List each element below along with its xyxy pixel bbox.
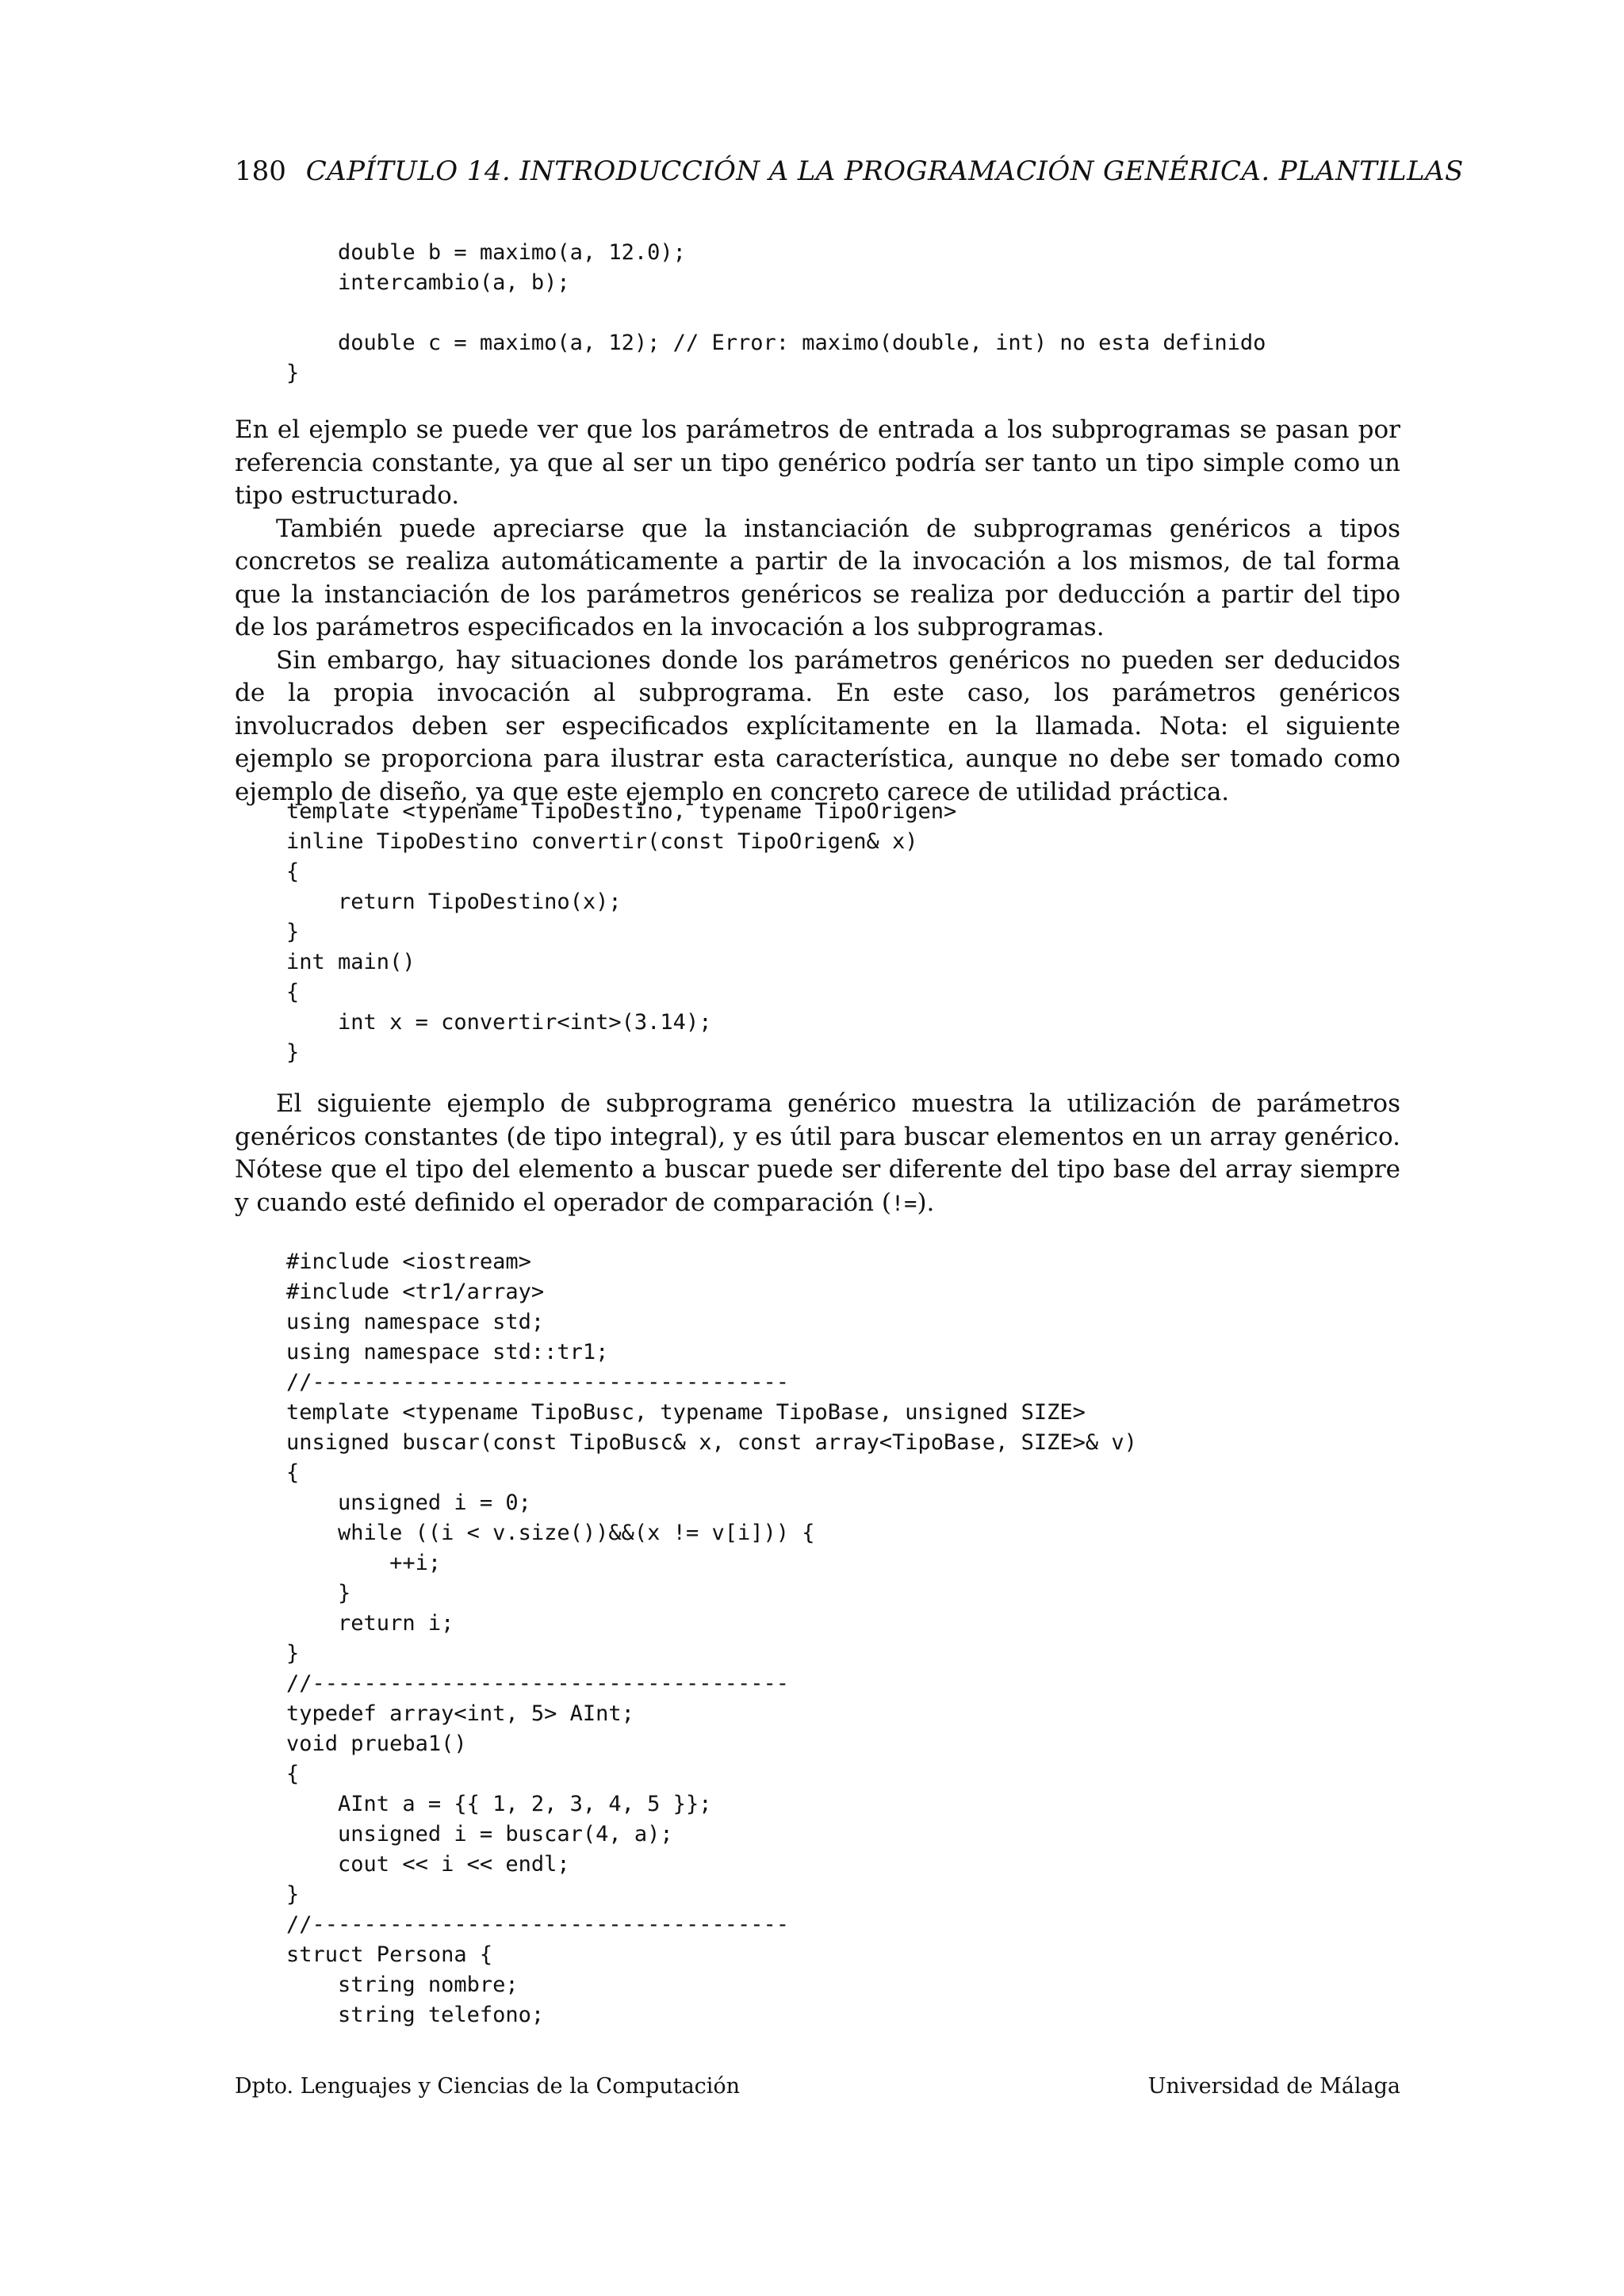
code-line: int x = convertir<int>(3.14);: [235, 1010, 712, 1035]
code-line: unsigned i = 0;: [235, 1490, 531, 1515]
code-line: intercambio(a, b);: [235, 270, 570, 295]
code-line: string telefono;: [235, 2003, 545, 2027]
code-line: void prueba1(): [235, 1732, 467, 1756]
code-line: ++i;: [235, 1551, 442, 1575]
page-footer: [235, 2074, 1400, 2099]
body-text-1: [235, 414, 1400, 809]
code-line: {: [235, 980, 300, 1004]
inline-code-operator: !=: [891, 1191, 917, 1216]
code-line: #include <tr1/array>: [235, 1280, 545, 1304]
code-line: struct Persona {: [235, 1942, 493, 1967]
code-line: //-------------------------------------: [235, 1370, 789, 1395]
code-line: while ((i < v.size())&&(x != v[i])) {: [235, 1521, 815, 1545]
code-line: return TipoDestino(x);: [235, 890, 622, 914]
code-line: //-------------------------------------: [235, 1912, 789, 1937]
footer-department: Dpto. Lenguajes y Ciencias de la Computación: [235, 2074, 741, 2099]
code-line: unsigned buscar(const TipoBusc& x, const array<TipoBase, SIZE>& v): [235, 1430, 1137, 1455]
code-line: using namespace std::tr1;: [235, 1340, 609, 1364]
code-line: }: [235, 920, 300, 944]
paragraph: [235, 1088, 1400, 1220]
code-block-maximo: [235, 238, 1266, 388]
code-line: template <typename TipoDestino, typename TipoOrigen>: [235, 799, 957, 824]
code-line: template <typename TipoBusc, typename TipoBase, unsigned SIZE>: [235, 1400, 1086, 1425]
paragraph-text: El siguiente ejemplo de subprograma genérico muestra la utilización de parámetros genéricos constantes (de tipo integral), y es útil para buscar elementos en un array genérico. Nótese que el tipo del elemento a buscar puede ser diferente del tipo base del array siempre y cuando esté definido el operador de comparación (: [235, 1089, 1400, 1217]
code-line: unsigned i = buscar(4, a);: [235, 1822, 673, 1846]
paragraph: Sin embargo, hay situaciones donde los parámetros genéricos no pueden ser deducidos de la propia invocación al subprograma. En este caso, los parámetros genéricos involucrados deben ser especificados explícitamente en la llamada. Nota: el siguiente ejemplo se proporciona para ilustrar esta característica, aunque no debe ser tomado como ejemplo de diseño, ya que este ejemplo en concreto carece de utilidad práctica.: [235, 645, 1400, 806]
code-line: [235, 298, 1266, 328]
code-block-buscar: [235, 1247, 1137, 2030]
code-line: cout << i << endl;: [235, 1852, 570, 1877]
code-line: {: [235, 1762, 300, 1786]
paragraph-end: ).: [917, 1188, 935, 1217]
paragraph: También puede apreciarse que la instanciación de subprogramas genéricos a tipos concretos se realiza automáticamente a partir de la invocación a los mismos, de tal forma que la instanciación de los parámetros genéricos se realiza por deducción a partir del tipo de los parámetros especificados en la invocación a los subprogramas.: [235, 514, 1400, 641]
code-line: {: [235, 859, 300, 884]
chapter-title: CAPÍTULO 14. INTRODUCCIÓN A LA PROGRAMACIÓN GENÉRICA. PLANTILLAS: [305, 155, 1464, 187]
code-line: }: [235, 1641, 300, 1666]
body-text-2: [235, 1088, 1400, 1220]
code-line: //-------------------------------------: [235, 1671, 789, 1696]
code-line: using namespace std;: [235, 1310, 545, 1334]
code-line: double b = maximo(a, 12.0);: [235, 240, 686, 265]
code-line: double c = maximo(a, 12); // Error: maximo(double, int) no esta definido: [235, 331, 1266, 355]
code-line: #include <iostream>: [235, 1249, 531, 1274]
code-line: }: [235, 1581, 351, 1605]
code-line: AInt a = {{ 1, 2, 3, 4, 5 }};: [235, 1792, 712, 1816]
paragraph: En el ejemplo se puede ver que los parámetros de entrada a los subprogramas se pasan por referencia constante, ya que al ser un tipo genérico podría ser tanto un tipo simple como un tipo estructurado.: [235, 415, 1400, 510]
page-number: 180: [235, 155, 286, 187]
code-line: }: [235, 1882, 300, 1907]
code-line: }: [235, 1040, 300, 1065]
code-line: {: [235, 1460, 300, 1485]
code-line: inline TipoDestino convertir(const TipoOrigen& x): [235, 829, 918, 854]
page-header: [235, 155, 1464, 187]
footer-university: Universidad de Málaga: [1147, 2074, 1400, 2099]
code-line: string nombre;: [235, 1973, 519, 1997]
code-line: }: [235, 361, 300, 385]
code-line: int main(): [235, 950, 416, 974]
code-block-convertir: [235, 797, 956, 1068]
code-line: typedef array<int, 5> AInt;: [235, 1701, 634, 1726]
code-line: return i;: [235, 1611, 454, 1636]
